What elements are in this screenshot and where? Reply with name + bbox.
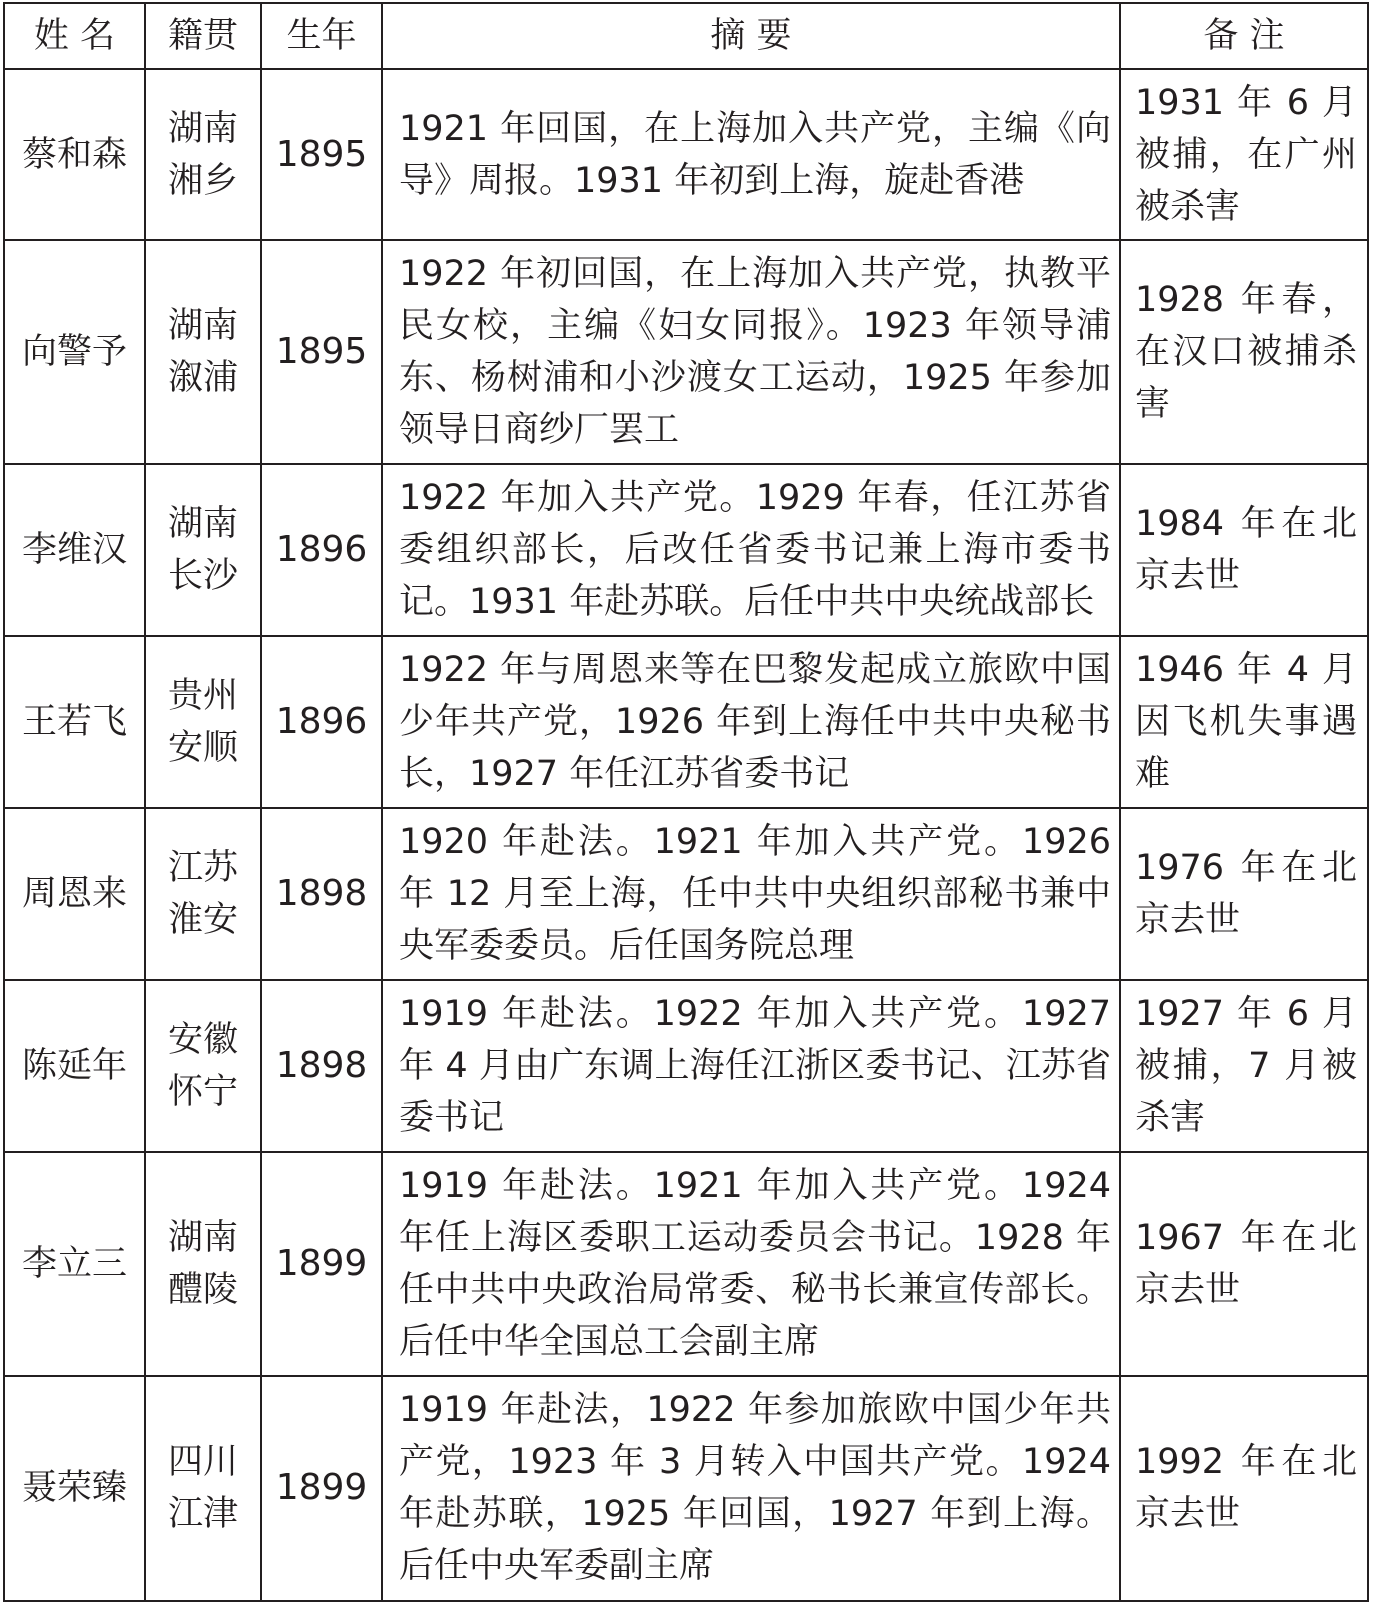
cell-origin <box>145 980 261 1152</box>
table-row <box>4 980 1368 1152</box>
cell-birth-year: 1896 <box>261 464 382 636</box>
cell-name: 李维汉 <box>4 464 145 636</box>
origin-county: 湘乡 <box>167 160 238 201</box>
cell-note: 1931 年 6 月被捕，在广州被杀害 <box>1120 69 1368 240</box>
cell-name: 李立三 <box>4 1152 145 1375</box>
biography-table <box>3 2 1369 1602</box>
header-row <box>4 3 1368 69</box>
origin-county: 淮安 <box>167 899 238 940</box>
cell-summary: 1919 年赴法。1921 年加入共产党。1924 年任上海区委职工运动委员会书记。1928 年任中共中央政治局常委、秘书长兼宣传部长。后任中华全国总工会副主席 <box>382 1152 1120 1375</box>
cell-origin <box>145 240 261 463</box>
cell-origin <box>145 69 261 240</box>
table-row <box>4 808 1368 980</box>
origin-county: 醴陵 <box>167 1269 238 1310</box>
origin-province: 安徽 <box>167 1020 238 1061</box>
cell-note: 1928 年春，在汉口被捕杀害 <box>1120 240 1368 463</box>
cell-birth-year: 1895 <box>261 69 382 240</box>
cell-name: 王若飞 <box>4 636 145 808</box>
cell-note: 1967 年在北京去世 <box>1120 1152 1368 1375</box>
cell-origin <box>145 636 261 808</box>
origin-county: 长沙 <box>167 555 238 596</box>
cell-summary: 1922 年初回国，在上海加入共产党，执教平民女校，主编《妇女同报》。1923 年领导浦东、杨树浦和小沙渡女工运动，1925 年参加领导日商纱厂罢工 <box>382 240 1120 463</box>
biography-table-sheet <box>3 2 1367 1602</box>
table-row <box>4 69 1368 240</box>
cell-summary: 1920 年赴法。1921 年加入共产党。1926 年 12 月至上海，任中共中央组织部秘书兼中央军委委员。后任国务院总理 <box>382 808 1120 980</box>
table-row <box>4 464 1368 636</box>
cell-birth-year: 1895 <box>261 240 382 463</box>
cell-birth-year: 1899 <box>261 1376 382 1601</box>
cell-name: 陈延年 <box>4 980 145 1152</box>
cell-summary: 1921 年回国，在上海加入共产党，主编《向导》周报。1931 年初到上海，旋赴香港 <box>382 69 1120 240</box>
header-summary: 摘 要 <box>382 3 1120 69</box>
header-birth-year: 生年 <box>261 3 382 69</box>
cell-note: 1927 年 6 月被捕，7 月被杀害 <box>1120 980 1368 1152</box>
cell-summary: 1919 年赴法，1922 年参加旅欧中国少年共产党，1923 年 3 月转入中国共产党。1924 年赴苏联，1925 年回国，1927 年到上海。后任中央军委副主席 <box>382 1376 1120 1601</box>
header-name: 姓 名 <box>4 3 145 69</box>
table-row <box>4 636 1368 808</box>
cell-summary: 1919 年赴法。1922 年加入共产党。1927 年 4 月由广东调上海任江浙区委书记、江苏省委书记 <box>382 980 1120 1152</box>
cell-name: 周恩来 <box>4 808 145 980</box>
cell-origin <box>145 1152 261 1375</box>
origin-province: 四川 <box>167 1442 238 1483</box>
origin-province: 贵州 <box>167 675 238 716</box>
cell-name: 聂荣臻 <box>4 1376 145 1601</box>
origin-province: 江苏 <box>167 847 238 888</box>
origin-province: 湖南 <box>167 305 238 346</box>
cell-name: 向警予 <box>4 240 145 463</box>
table-header <box>4 3 1368 69</box>
origin-province: 湖南 <box>167 503 238 544</box>
cell-note: 1946 年 4 月因飞机失事遇难 <box>1120 636 1368 808</box>
table-row <box>4 240 1368 463</box>
header-origin: 籍贯 <box>145 3 261 69</box>
table-row <box>4 1376 1368 1601</box>
cell-name: 蔡和森 <box>4 69 145 240</box>
origin-province: 湖南 <box>167 1217 238 1258</box>
header-note: 备 注 <box>1120 3 1368 69</box>
table-row <box>4 1152 1368 1375</box>
origin-county: 安顺 <box>167 727 238 768</box>
cell-summary: 1922 年加入共产党。1929 年春，任江苏省委组织部长，后改任省委书记兼上海市委书记。1931 年赴苏联。后任中共中央统战部长 <box>382 464 1120 636</box>
cell-birth-year: 1899 <box>261 1152 382 1375</box>
cell-origin <box>145 1376 261 1601</box>
origin-county: 江津 <box>167 1494 238 1535</box>
cell-note: 1984 年在北京去世 <box>1120 464 1368 636</box>
cell-birth-year: 1898 <box>261 980 382 1152</box>
cell-origin <box>145 464 261 636</box>
table-body <box>4 69 1368 1601</box>
origin-county: 怀宁 <box>167 1072 238 1113</box>
origin-province: 湖南 <box>167 108 238 149</box>
cell-birth-year: 1898 <box>261 808 382 980</box>
cell-summary: 1922 年与周恩来等在巴黎发起成立旅欧中国少年共产党，1926 年到上海任中共中央秘书长，1927 年任江苏省委书记 <box>382 636 1120 808</box>
cell-birth-year: 1896 <box>261 636 382 808</box>
cell-note: 1976 年在北京去世 <box>1120 808 1368 980</box>
origin-county: 溆浦 <box>167 357 238 398</box>
cell-origin <box>145 808 261 980</box>
cell-note: 1992 年在北京去世 <box>1120 1376 1368 1601</box>
